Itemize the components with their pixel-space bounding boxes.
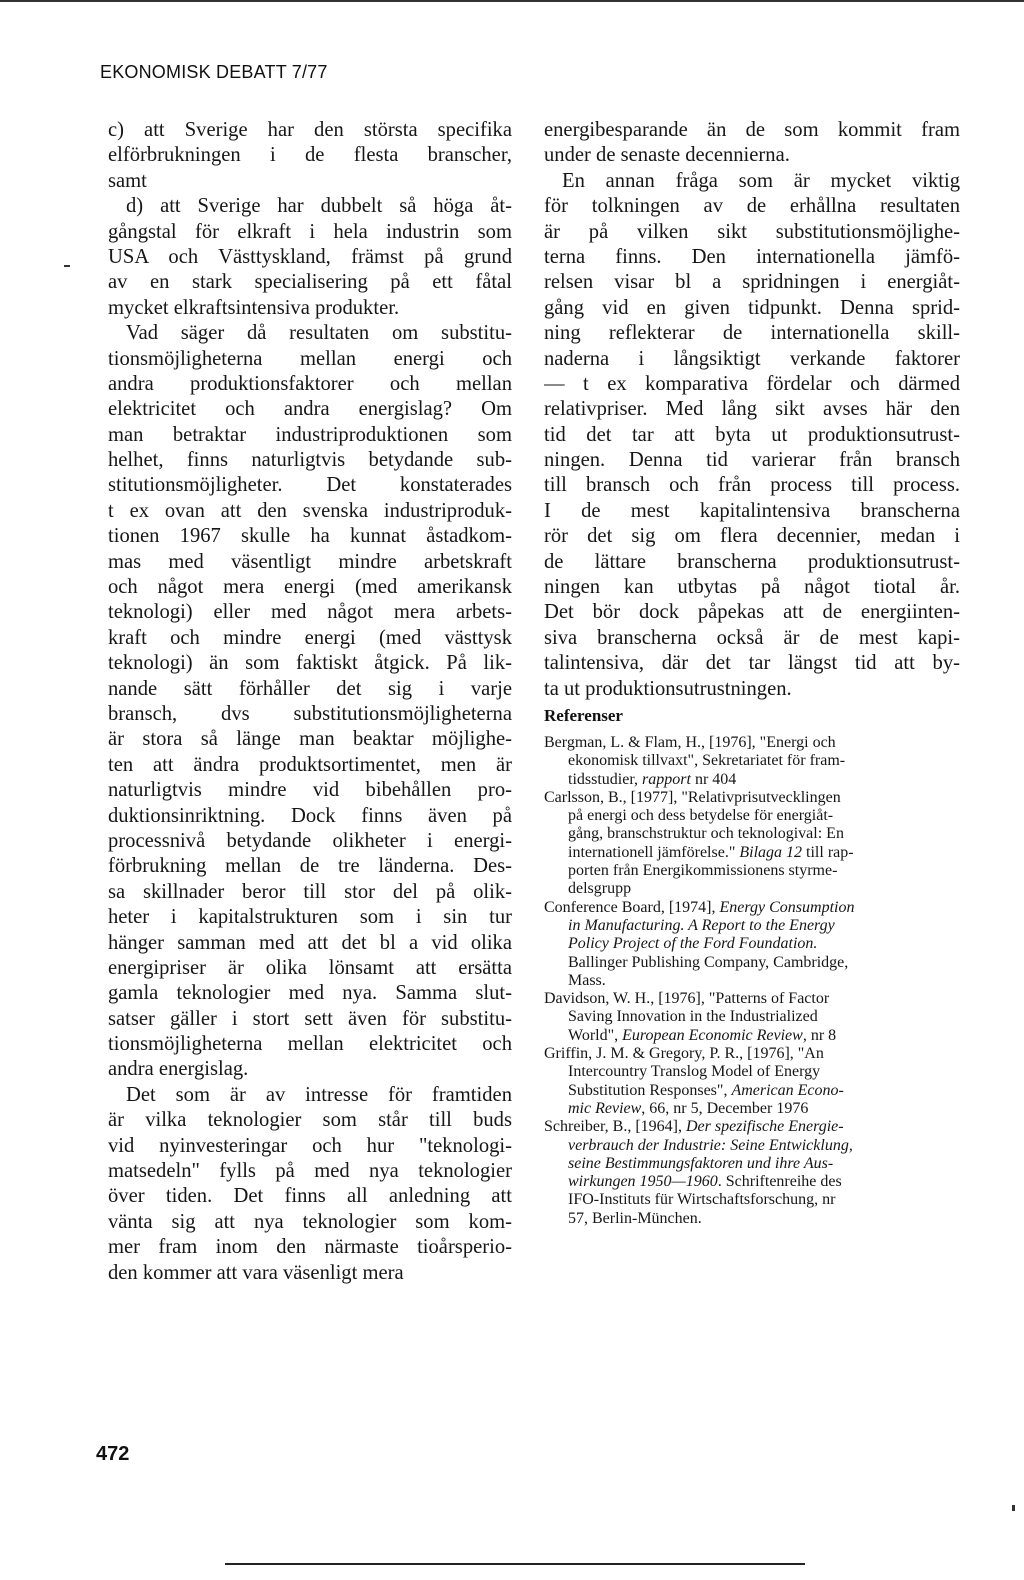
reference-line xyxy=(544,752,960,770)
reference-italic-text: European Economic Review xyxy=(622,1026,803,1044)
text-line: hänger samman med att det bl a vid olika xyxy=(108,931,512,954)
text-line: man betraktar industriproduktionen som xyxy=(108,423,512,446)
bottom-rule xyxy=(225,1563,805,1565)
reference-line xyxy=(544,1082,960,1100)
reference-text: Davidson, W. H., [1976], "Patterns of Factor xyxy=(544,990,830,1008)
text-line: c) att Sverige har den största specifika xyxy=(108,119,512,141)
text-line: d) att Sverige har dubbelt så höga åt- xyxy=(126,195,512,218)
reference-entry xyxy=(544,899,960,990)
text-line: processnivå betydande olikheter i energi- xyxy=(108,829,512,852)
reference-italic-text: Bilaga 12 xyxy=(739,843,803,861)
text-line: tionsmöjligheterna mellan energi och xyxy=(108,347,512,370)
reference-line xyxy=(544,862,960,880)
reference-text: delsgrupp xyxy=(568,880,632,898)
text-line: rör det sig om flera decennier, medan i xyxy=(544,525,960,548)
text-line: Vad säger då resultaten om substitu- xyxy=(126,322,512,345)
text-line: heter i kapitalstrukturen som i sin tur xyxy=(108,906,512,929)
running-header: EKONOMISK DEBATT 7/77 xyxy=(100,62,328,82)
reference-line xyxy=(544,734,960,752)
text-line: Det som är av intresse för framtiden xyxy=(126,1083,512,1106)
text-line: sa skillnader beror till stor del på olik- xyxy=(108,880,512,903)
text-line: och något mera energi (med amerikansk xyxy=(108,576,512,599)
reference-text: , nr 8 xyxy=(802,1026,837,1044)
reference-line xyxy=(544,1008,960,1026)
text-line: helhet, finns naturligtvis betydande sub- xyxy=(108,449,512,472)
reference-line xyxy=(544,935,960,953)
reference-line xyxy=(544,1045,960,1063)
reference-line xyxy=(544,825,960,843)
margin-mark xyxy=(64,265,70,267)
reference-text: Carlsson, B., [1977], "Relativprisutvecklingen xyxy=(544,788,841,806)
text-line: energipriser är olika lönsamt att ersätta xyxy=(108,956,512,979)
reference-italic-text: in Manufacturing. A Report to the Energy xyxy=(568,916,835,934)
reference-line xyxy=(544,789,960,807)
text-line: gamla teknologier med nya. Samma slut- xyxy=(108,982,512,1005)
page-number: 472 xyxy=(96,1443,130,1465)
text-line: tionsmöjligheterna mellan elektricitet och xyxy=(108,1033,512,1056)
reference-text: nr 404 xyxy=(690,770,737,788)
text-line: gångstal för elkraft i hela industrin som xyxy=(108,220,512,243)
text-line: t ex ovan att den svenska industriproduk- xyxy=(108,499,512,522)
text-line: elektricitet och andra energislag? Om xyxy=(108,398,512,421)
text-line: naderna i långsiktigt verkande faktorer xyxy=(544,347,960,370)
text-line: ningen kan utbytas på något tiotal år. xyxy=(544,576,960,599)
text-line: tionen 1967 skulle ha kunnat åstadkom- xyxy=(108,525,512,548)
text-line: mer fram inom den närmaste tioårsperio- xyxy=(108,1236,512,1259)
text-line: andra energislag. xyxy=(108,1058,249,1081)
reference-text: , 66, nr 5, December 1976 xyxy=(641,1099,809,1117)
reference-entry xyxy=(544,1118,960,1228)
reference-italic-text: verbrauch der Industrie: Seine Entwicklung, xyxy=(568,1136,853,1154)
reference-line xyxy=(544,1155,960,1173)
reference-text: Substitution Responses", xyxy=(568,1081,732,1099)
text-line: matsedeln" fylls på med nya teknologier xyxy=(108,1160,512,1183)
reference-line xyxy=(544,807,960,825)
text-line: är vilka teknologier som står till buds xyxy=(108,1109,512,1132)
text-line: duktionsinriktning. Dock finns även på xyxy=(108,804,512,827)
text-line: vid nyinvesteringar och hur "teknologi- xyxy=(108,1134,512,1157)
reference-text: Mass. xyxy=(568,971,606,989)
reference-text: på energi och dess betydelse för energiåt- xyxy=(568,807,834,825)
text-line: den kommer att vara väsenligt mera xyxy=(108,1261,404,1284)
text-line: relsen visar bl a spridningen i energiåt- xyxy=(544,271,960,294)
reference-text: World", xyxy=(568,1026,623,1044)
reference-entry xyxy=(544,789,960,899)
reference-text: till rap- xyxy=(802,843,854,861)
left-column-text xyxy=(108,118,512,1286)
text-line: ten att ändra produktsortimentet, men är xyxy=(108,753,512,776)
text-line: för tolkningen av de erhållna resultaten xyxy=(544,195,960,218)
reference-line xyxy=(544,899,960,917)
reference-line xyxy=(544,972,960,990)
reference-italic-text: American Econo- xyxy=(731,1081,844,1099)
reference-italic-text: rapport xyxy=(642,770,691,788)
reference-line xyxy=(544,1027,960,1045)
reference-text: porten från Energikommissionens styrme- xyxy=(568,862,838,880)
text-line: relativpriser. Med lång sikt avses här den xyxy=(544,398,960,421)
text-line: ningen. Denna tid varierar från bransch xyxy=(544,449,960,472)
reference-line xyxy=(544,917,960,935)
text-line: andra produktionsfaktorer och mellan xyxy=(108,372,512,395)
reference-entry xyxy=(544,1045,960,1118)
references-heading: Referenser xyxy=(544,706,623,725)
text-line: förbrukning mellan de tre länderna. Des- xyxy=(108,855,512,878)
top-edge-rule xyxy=(0,0,1024,2)
text-line: de lättare branscherna produktionsutrust- xyxy=(544,550,960,573)
text-line: Det bör dock påpekas att de energiinten- xyxy=(544,601,960,624)
reference-line xyxy=(544,990,960,1008)
reference-line xyxy=(544,1118,960,1136)
text-line: siva branscherna också är de mest kapi- xyxy=(544,626,960,649)
text-line: naturligtvis mindre vid bibehållen pro- xyxy=(108,779,512,802)
reference-italic-text: Der spezifische Energie- xyxy=(686,1118,844,1136)
text-line: talintensiva, där det tar längst tid att by- xyxy=(544,652,960,675)
reference-italic-text: mic Review xyxy=(568,1099,642,1117)
text-line: kraft och mindre energi (med västtysk xyxy=(108,626,512,649)
reference-text: . Schriftenreihe des xyxy=(717,1173,842,1191)
reference-text: tidsstudier, xyxy=(568,770,643,788)
reference-text: Bergman, L. & Flam, H., [1976], "Energi och xyxy=(544,734,836,751)
reference-line xyxy=(544,844,960,862)
text-line: vänta sig att nya teknologier som kom- xyxy=(108,1210,512,1233)
reference-text: 57, Berlin-München. xyxy=(568,1209,702,1227)
text-line: gång vid en given tidpunkt. Denna sprid- xyxy=(544,296,960,319)
text-line: — t ex komparativa fördelar och därmed xyxy=(544,372,960,395)
reference-line xyxy=(544,880,960,898)
reference-line xyxy=(544,1100,960,1118)
text-line: till bransch och från process till process. xyxy=(544,474,960,497)
reference-line xyxy=(544,771,960,789)
reference-line xyxy=(544,1063,960,1081)
reference-text: Conference Board, [1974], xyxy=(544,898,720,916)
text-line: samt xyxy=(108,169,147,192)
reference-entry xyxy=(544,734,960,789)
reference-entry xyxy=(544,990,960,1045)
text-line: satser gäller i stort sett även för substitu- xyxy=(108,1007,512,1030)
text-line: En annan fråga som är mycket viktig xyxy=(562,169,960,192)
text-line: energibesparande än de som kommit fram xyxy=(544,119,960,141)
text-line: ning reflekterar de internationella skill- xyxy=(544,322,960,345)
reference-text: internationell jämförelse." xyxy=(568,843,740,861)
reference-text: Intercountry Translog Model of Energy xyxy=(568,1063,821,1081)
reference-text: gång, branschstruktur och teknologival: En xyxy=(568,825,844,843)
text-line: av en stark specialisering på ett fåtal xyxy=(108,271,512,294)
reference-text: Griffin, J. M. & Gregory, P. R., [1976], "An xyxy=(544,1045,824,1063)
text-line: teknologi) eller med något mera arbets- xyxy=(108,601,512,624)
reference-italic-text: Policy Project of the Ford Foundation. xyxy=(568,935,818,953)
reference-text: ekonomisk tillvaxt", Sekretariatet för fram- xyxy=(568,752,846,770)
text-line: terna finns. Den internationella jämfö- xyxy=(544,245,960,268)
reference-italic-text: seine Bestimmungsfaktoren und ihre Aus- xyxy=(568,1154,834,1172)
text-line: mas med väsentligt mindre arbetskraft xyxy=(108,550,512,573)
margin-mark xyxy=(1012,1505,1015,1511)
text-line: över tiden. Det finns all anledning att xyxy=(108,1185,512,1208)
right-column-text xyxy=(544,118,960,702)
reference-italic-text: wirkungen 1950—1960 xyxy=(568,1173,718,1191)
text-line: elförbrukningen i de flesta branscher, xyxy=(108,144,512,167)
reference-line xyxy=(544,1210,960,1228)
text-line: tid det tar att byta ut produktionsutrust- xyxy=(544,423,960,446)
reference-line xyxy=(544,1137,960,1155)
reference-text: Ballinger Publishing Company, Cambridge, xyxy=(568,953,849,971)
reference-text: Schreiber, B., [1964], xyxy=(544,1118,686,1136)
reference-text: IFO-Instituts für Wirtschaftsforschung, nr xyxy=(568,1191,836,1209)
text-line: nande sätt förhåller det sig i varje xyxy=(108,677,512,700)
reference-line xyxy=(544,954,960,972)
references-list xyxy=(544,734,960,1228)
text-line: ta ut produktionsutrustningen. xyxy=(544,677,792,700)
text-line: USA och Västtyskland, främst på grund xyxy=(108,245,512,268)
reference-italic-text: Energy Consumption xyxy=(719,898,855,916)
text-line: är på vilken sikt substitutionsmöjlighe- xyxy=(544,220,960,243)
text-line: I de mest kapitalintensiva branscherna xyxy=(544,499,960,522)
text-line: stitutionsmöjligheter. Det konstaterades xyxy=(108,474,512,497)
text-line: under de senaste decennierna. xyxy=(544,144,790,167)
text-line: är stora så länge man beaktar möjlighe- xyxy=(108,728,512,751)
text-line: bransch, dvs substitutionsmöjligheterna xyxy=(108,702,512,725)
text-line: mycket elkraftsintensiva produkter. xyxy=(108,296,400,319)
reference-text: Saving Innovation in the Industrialized xyxy=(568,1008,818,1026)
text-line: teknologi) än som faktiskt åtgick. På lik- xyxy=(108,652,512,675)
reference-line xyxy=(544,1191,960,1209)
reference-line xyxy=(544,1173,960,1191)
